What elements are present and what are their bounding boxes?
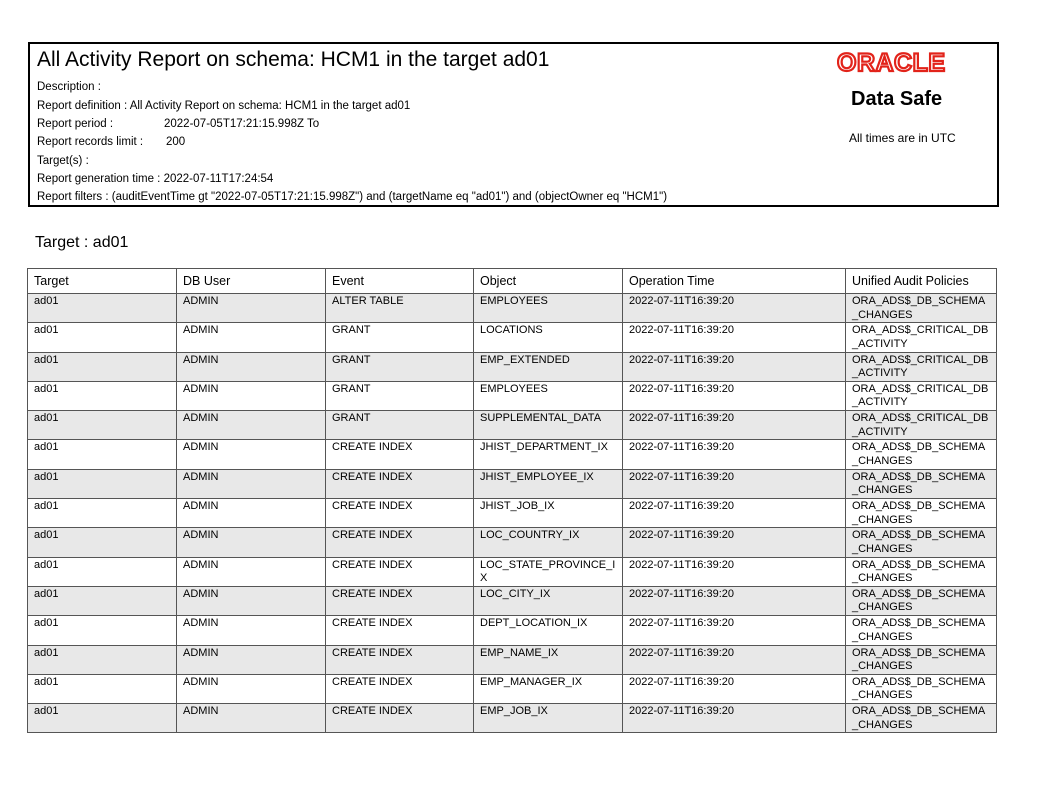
description-label: Description : [37,81,101,93]
table-cell: EMP_MANAGER_IX [474,674,623,703]
table-cell: JHIST_DEPARTMENT_IX [474,440,623,469]
table-cell: ad01 [28,499,177,528]
table-cell: ORA_ADS$_DB_SCHEMA_CHANGES [846,645,997,674]
table-cell: ORA_ADS$_DB_SCHEMA_CHANGES [846,704,997,733]
table-cell: ORA_ADS$_DB_SCHEMA_CHANGES [846,557,997,586]
table-cell: 2022-07-11T16:39:20 [623,557,846,586]
table-cell: EMP_EXTENDED [474,352,623,381]
table-body [28,294,997,733]
generation-time: Report generation time : 2022-07-11T17:24:54 [37,173,274,185]
svg-text:ORACLE: ORACLE [837,50,946,74]
table-cell: EMP_NAME_IX [474,645,623,674]
table-cell: ADMIN [177,586,326,615]
table-cell: ADMIN [177,528,326,557]
table-cell: CREATE INDEX [326,586,474,615]
table-cell: ORA_ADS$_CRITICAL_DB_ACTIVITY [846,381,997,410]
table-cell: GRANT [326,352,474,381]
records-limit-value: 200 [166,136,186,148]
audit-table [27,268,997,733]
table-cell: ADMIN [177,645,326,674]
timezone-note: All times are in UTC [849,131,956,145]
table-cell: CREATE INDEX [326,645,474,674]
table-cell: CREATE INDEX [326,616,474,645]
table-cell: ADMIN [177,616,326,645]
table-row [28,528,997,557]
target-heading: Target : ad01 [35,234,129,251]
table-cell: 2022-07-11T16:39:20 [623,294,846,323]
table-cell: 2022-07-11T16:39:20 [623,323,846,352]
table-cell: GRANT [326,323,474,352]
targets-label: Target(s) : [37,155,89,167]
table-cell: ORA_ADS$_DB_SCHEMA_CHANGES [846,616,997,645]
table-cell: ADMIN [177,411,326,440]
table-cell: GRANT [326,381,474,410]
table-row [28,294,997,323]
column-header: Object [474,269,623,294]
table-cell: ad01 [28,616,177,645]
table-cell: ADMIN [177,323,326,352]
table-row [28,499,997,528]
table-cell: 2022-07-11T16:39:20 [623,674,846,703]
table-row [28,704,997,733]
table-cell: CREATE INDEX [326,469,474,498]
table-cell: LOC_STATE_PROVINCE_IX [474,557,623,586]
table-cell: LOCATIONS [474,323,623,352]
table-cell: ADMIN [177,674,326,703]
table-cell: SUPPLEMENTAL_DATA [474,411,623,440]
column-header: Operation Time [623,269,846,294]
table-row [28,674,997,703]
table-cell: 2022-07-11T16:39:20 [623,645,846,674]
table-cell: ORA_ADS$_DB_SCHEMA_CHANGES [846,294,997,323]
report-filters: Report filters : (auditEventTime gt "2022-07-05T17:21:15.998Z") and (targetName eq "ad01") and (objectOwner eq "HCM1") [37,191,668,203]
table-row [28,411,997,440]
table-cell: ad01 [28,469,177,498]
table-cell: CREATE INDEX [326,528,474,557]
table-cell: ADMIN [177,440,326,469]
table-cell: ADMIN [177,381,326,410]
table-cell: ADMIN [177,557,326,586]
table-cell: CREATE INDEX [326,499,474,528]
table-cell: 2022-07-11T16:39:20 [623,704,846,733]
oracle-logo [837,50,969,74]
table-cell: ad01 [28,323,177,352]
column-header: Target [28,269,177,294]
table-cell: 2022-07-11T16:39:20 [623,411,846,440]
table-cell: ad01 [28,294,177,323]
table-cell: ADMIN [177,294,326,323]
table-row [28,557,997,586]
table-cell: JHIST_EMPLOYEE_IX [474,469,623,498]
table-cell: ADMIN [177,499,326,528]
report-period-value: 2022-07-05T17:21:15.998Z To [164,118,320,130]
table-cell: 2022-07-11T16:39:20 [623,352,846,381]
table-cell: ad01 [28,352,177,381]
table-cell: DEPT_LOCATION_IX [474,616,623,645]
table-cell: JHIST_JOB_IX [474,499,623,528]
table-cell: LOC_COUNTRY_IX [474,528,623,557]
table-cell: 2022-07-11T16:39:20 [623,499,846,528]
table-header-row [28,269,997,294]
column-header: Unified Audit Policies [846,269,997,294]
table-cell: ADMIN [177,352,326,381]
table-cell: CREATE INDEX [326,704,474,733]
table-cell: ORA_ADS$_CRITICAL_DB_ACTIVITY [846,352,997,381]
table-cell: ORA_ADS$_CRITICAL_DB_ACTIVITY [846,411,997,440]
table-row [28,469,997,498]
table-cell: ad01 [28,528,177,557]
table-row [28,323,997,352]
table-cell: ADMIN [177,704,326,733]
table-cell: EMPLOYEES [474,294,623,323]
column-header: DB User [177,269,326,294]
table-row [28,440,997,469]
table-row [28,586,997,615]
report-definition: Report definition : All Activity Report on schema: HCM1 in the target ad01 [37,100,411,112]
table-row [28,645,997,674]
table-cell: ad01 [28,674,177,703]
table-cell: 2022-07-11T16:39:20 [623,469,846,498]
table-cell: ad01 [28,440,177,469]
table-cell: ad01 [28,411,177,440]
table-cell: ad01 [28,381,177,410]
records-limit-label: Report records limit : [37,136,144,148]
table-cell: ORA_ADS$_DB_SCHEMA_CHANGES [846,499,997,528]
table-row [28,381,997,410]
report-period-label: Report period : [37,118,114,130]
table-cell: GRANT [326,411,474,440]
table-cell: CREATE INDEX [326,674,474,703]
table-cell: 2022-07-11T16:39:20 [623,616,846,645]
table-cell: ORA_ADS$_CRITICAL_DB_ACTIVITY [846,323,997,352]
table-cell: LOC_CITY_IX [474,586,623,615]
table-cell: 2022-07-11T16:39:20 [623,381,846,410]
table-cell: 2022-07-11T16:39:20 [623,440,846,469]
table-cell: ALTER TABLE [326,294,474,323]
table-row [28,616,997,645]
table-cell: ad01 [28,704,177,733]
table-cell: ORA_ADS$_DB_SCHEMA_CHANGES [846,586,997,615]
product-name: Data Safe [851,88,943,110]
table-cell: ORA_ADS$_DB_SCHEMA_CHANGES [846,440,997,469]
report-title: All Activity Report on schema: HCM1 in the target ad01 [37,48,550,71]
table-cell: EMP_JOB_IX [474,704,623,733]
table-cell: ad01 [28,586,177,615]
table-cell: ADMIN [177,469,326,498]
table-cell: EMPLOYEES [474,381,623,410]
table-cell: ORA_ADS$_DB_SCHEMA_CHANGES [846,469,997,498]
table-row [28,352,997,381]
table-cell: 2022-07-11T16:39:20 [623,528,846,557]
table-cell: ORA_ADS$_DB_SCHEMA_CHANGES [846,674,997,703]
table-cell: ad01 [28,557,177,586]
report-header [28,42,999,207]
column-header: Event [326,269,474,294]
table-cell: CREATE INDEX [326,440,474,469]
table-cell: ORA_ADS$_DB_SCHEMA_CHANGES [846,528,997,557]
table-cell: ad01 [28,645,177,674]
table-cell: CREATE INDEX [326,557,474,586]
table-cell: 2022-07-11T16:39:20 [623,586,846,615]
